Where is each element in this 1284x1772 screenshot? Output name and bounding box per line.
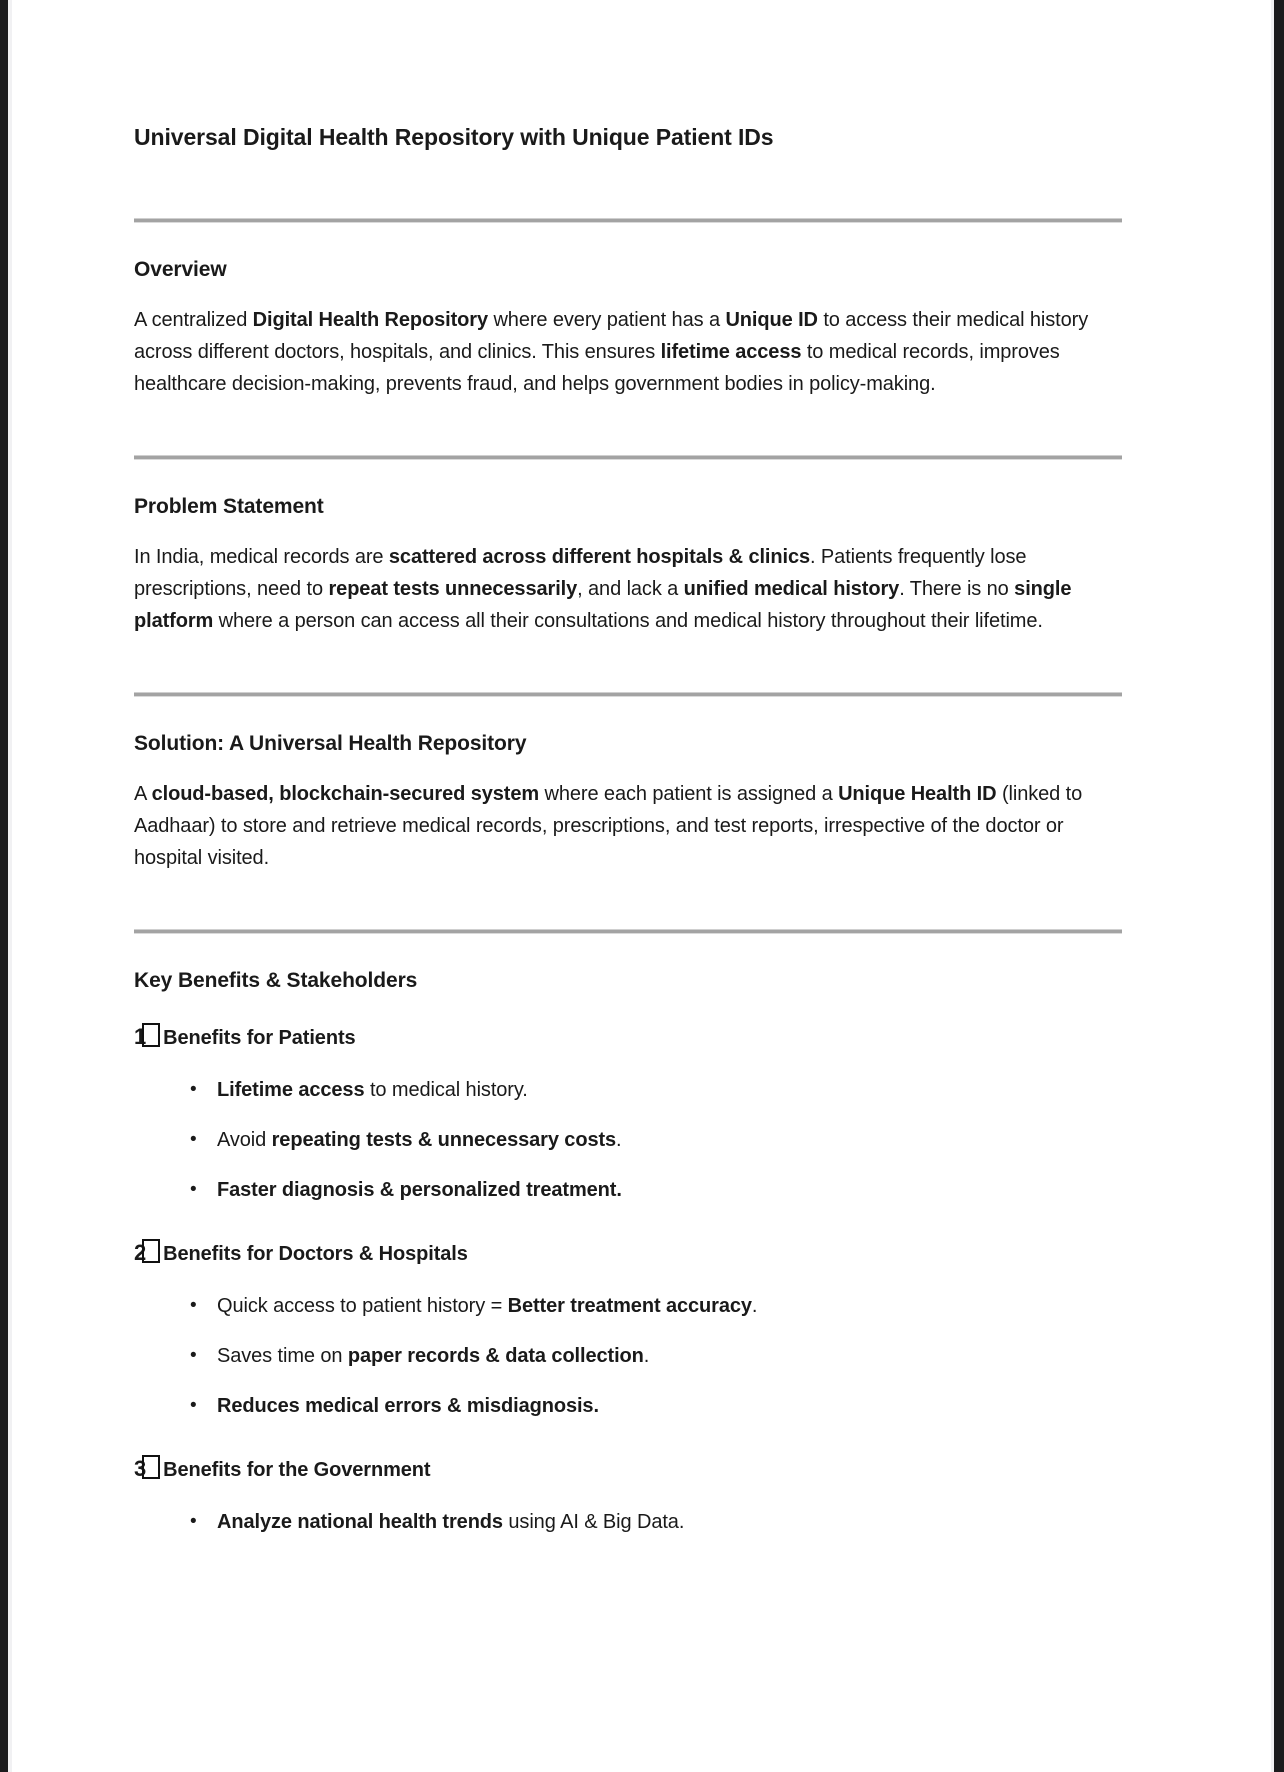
keycap-number: 3 — [134, 1456, 147, 1481]
keycap-box-icon — [142, 1023, 160, 1047]
text-segment: In India, medical records are — [134, 546, 389, 568]
benefits-group-label: Benefits for Patients — [163, 1027, 356, 1049]
text-segment: Digital Health Repository — [252, 309, 488, 331]
text-segment: where a person can access all their consultations and medical history throughout their lifetime. — [213, 610, 1043, 632]
list-item — [134, 1506, 1122, 1538]
bullet-icon: • — [190, 1395, 197, 1416]
keycap-box-icon — [142, 1239, 160, 1263]
list-item — [134, 1124, 1122, 1156]
text-segment: A — [134, 783, 152, 805]
bullet-list-patients — [134, 1074, 1122, 1206]
horizontal-rule — [134, 218, 1122, 223]
text-segment: . — [751, 1295, 758, 1317]
keycap-number: 1 — [134, 1024, 147, 1049]
bullet-icon: • — [190, 1295, 197, 1316]
horizontal-rule — [134, 692, 1122, 697]
text-segment: Better treatment accuracy — [507, 1295, 752, 1317]
text-segment: . Patients frequently lose prescriptions, need to — [134, 546, 1027, 600]
text-segment: Reduces medical errors & misdiagnosis. — [217, 1395, 599, 1417]
benefits-group-label: Benefits for Doctors & Hospitals — [163, 1243, 468, 1265]
keycap-number: 2 — [134, 1240, 147, 1265]
screen-edge-right-bar — [1274, 0, 1284, 1772]
bullet-icon: • — [190, 1179, 197, 1200]
text-segment: where every patient has a — [488, 309, 726, 331]
text-segment: where each patient is assigned a — [539, 783, 839, 805]
text-segment: . — [616, 1129, 622, 1151]
benefits-group-heading-doctors — [134, 1238, 1122, 1269]
heading-solution: Solution: A Universal Health Repository — [134, 732, 527, 755]
text-segment: to medical records, improves healthcare decision-making, prevents fraud, and helps government bodies in policy-making. — [134, 341, 1060, 395]
heading-key-benefits: Key Benefits & Stakeholders — [134, 969, 418, 992]
list-item — [134, 1290, 1122, 1322]
text-segment: paper records & data collection — [347, 1345, 644, 1367]
text-segment: Avoid — [217, 1129, 272, 1151]
paragraph-solution — [134, 778, 1096, 874]
screen-edge-right-gap — [1271, 0, 1274, 1772]
text-segment: repeating tests & unnecessary costs — [271, 1129, 617, 1151]
text-segment: lifetime access — [660, 341, 802, 363]
screen-edge-left-bar — [0, 0, 8, 1772]
text-segment: Analyze national health trends — [217, 1511, 503, 1533]
heading-overview: Overview — [134, 258, 227, 281]
text-segment: scattered across different hospitals & clinics — [388, 546, 811, 568]
text-segment: . — [643, 1345, 650, 1367]
text-segment: Quick access to patient history = — [217, 1295, 508, 1317]
text-segment: (linked to Aadhaar) to store and retrieve medical records, prescriptions, and test reports, irrespective of the doctor or hospital visited. — [134, 783, 1083, 869]
paragraph-overview — [134, 304, 1096, 400]
screen-edge-left-gap — [8, 0, 12, 1772]
heading-problem-statement: Problem Statement — [134, 495, 324, 518]
keycap-box-icon — [142, 1455, 160, 1479]
text-segment: Saves time on — [217, 1345, 348, 1367]
text-segment: . There is no — [899, 578, 1015, 600]
bullet-icon: • — [190, 1511, 197, 1532]
bullet-icon: • — [190, 1129, 197, 1150]
document-title: Universal Digital Health Repository with Unique Patient IDs — [134, 124, 774, 150]
bullet-list-doctors — [134, 1290, 1122, 1422]
benefits-group-heading-patients — [134, 1022, 1122, 1053]
benefits-group-heading-government — [134, 1454, 1122, 1485]
text-segment: repeat tests unnecessarily — [328, 578, 578, 600]
horizontal-rule — [134, 455, 1122, 460]
text-segment: A centralized — [134, 309, 253, 331]
text-segment: to medical history. — [364, 1079, 528, 1101]
text-segment: Faster diagnosis & personalized treatment. — [217, 1179, 622, 1201]
horizontal-rule — [134, 929, 1122, 934]
bullet-icon: • — [190, 1079, 197, 1100]
paragraph-problem-statement — [134, 541, 1096, 637]
list-item — [134, 1174, 1122, 1206]
list-item — [134, 1340, 1122, 1372]
text-segment: Unique ID — [725, 309, 818, 331]
list-item — [134, 1074, 1122, 1106]
text-segment: cloud-based, blockchain-secured system — [151, 783, 540, 805]
bullet-icon: • — [190, 1345, 197, 1366]
text-segment: using AI & Big Data. — [502, 1511, 685, 1533]
text-segment: single platform — [134, 578, 1072, 632]
text-segment: Unique Health ID — [838, 783, 997, 805]
text-segment: , and lack a — [577, 578, 684, 600]
text-segment: Lifetime access — [217, 1079, 365, 1101]
bullet-list-government — [134, 1506, 1122, 1538]
text-segment: unified medical history — [683, 578, 900, 600]
list-item — [134, 1390, 1122, 1422]
text-segment: to access their medical history across different doctors, hospitals, and clinics. This ensures — [134, 309, 1089, 363]
benefits-group-label: Benefits for the Government — [163, 1459, 431, 1481]
